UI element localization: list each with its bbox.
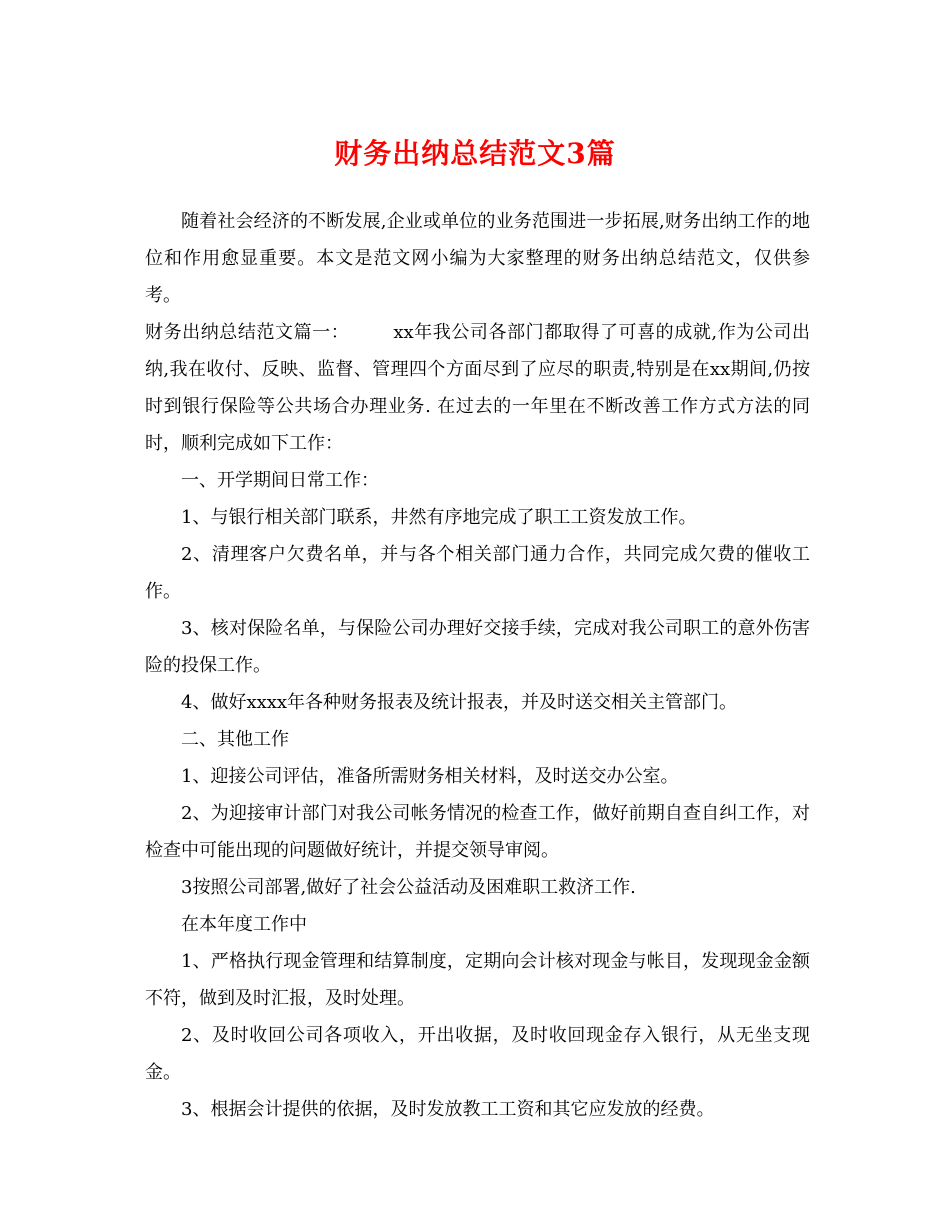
document-body	[145, 203, 810, 1128]
paragraph: 1、严格执行现金管理和结算制度，定期向会计核对现金与帐目，发现现金金额不符，做到及时汇报，及时处理。	[145, 951, 810, 1009]
paragraph: 2、及时收回公司各项收入，开出收据，及时收回现金存入银行，从无坐支现金。	[145, 1025, 810, 1083]
paragraph: 3、根据会计提供的依据，及时发放教工工资和其它应发放的经费。	[181, 1099, 715, 1120]
intro-paragraph: 随着社会经济的不断发展,企业或单位的业务范围进一步拓展,财务出纳工作的地位和作用愈显重要。本文是范文网小编为大家整理的财务出纳总结范文，仅供参考。	[145, 211, 810, 306]
paragraph: 二、其他工作	[181, 729, 289, 750]
section-label: 财务出纳总结范文篇一：	[145, 322, 350, 343]
paragraph: 1、与银行相关部门联系，井然有序地完成了职工工资发放工作。	[181, 507, 697, 528]
paragraph: 在本年度工作中	[181, 914, 307, 935]
paragraph: 2、为迎接审计部门对我公司帐务情况的检查工作，做好前期自查自纠工作，对检查中可能出现的问题做好统计，并提交领导审阅。	[145, 803, 810, 861]
paragraph: 2、清理客户欠费名单，并与各个相关部门通力合作，共同完成欠费的催收工作。	[145, 544, 810, 602]
document-title: 财务出纳总结范文3篇	[334, 137, 616, 170]
paragraph: 4、做好xxxx年各种财务报表及统计报表，并及时送交相关主管部门。	[181, 692, 738, 713]
paragraph: 一、开学期间日常工作：	[181, 470, 379, 491]
section-paragraph	[145, 314, 810, 462]
section-text: xx年我公司各部门都取得了可喜的成就,作为公司出纳,我在收付、反映、监督、管理四个方面尽到了应尽的职责,特别是在xx期间,仍按时到银行保险等公共场合办理业务. 在过去的一年里在不断改善工作方式方法的同时，顺利完成如下工作：	[145, 322, 810, 454]
paragraph: 3、核对保险名单，与保险公司办理好交接手续，完成对我公司职工的意外伤害险的投保工作。	[145, 618, 810, 676]
paragraph: 3按照公司部署,做好了社会公益活动及困难职工救济工作.	[181, 877, 636, 898]
paragraph: 1、迎接公司评估，准备所需财务相关材料，及时送交办公室。	[181, 766, 679, 787]
